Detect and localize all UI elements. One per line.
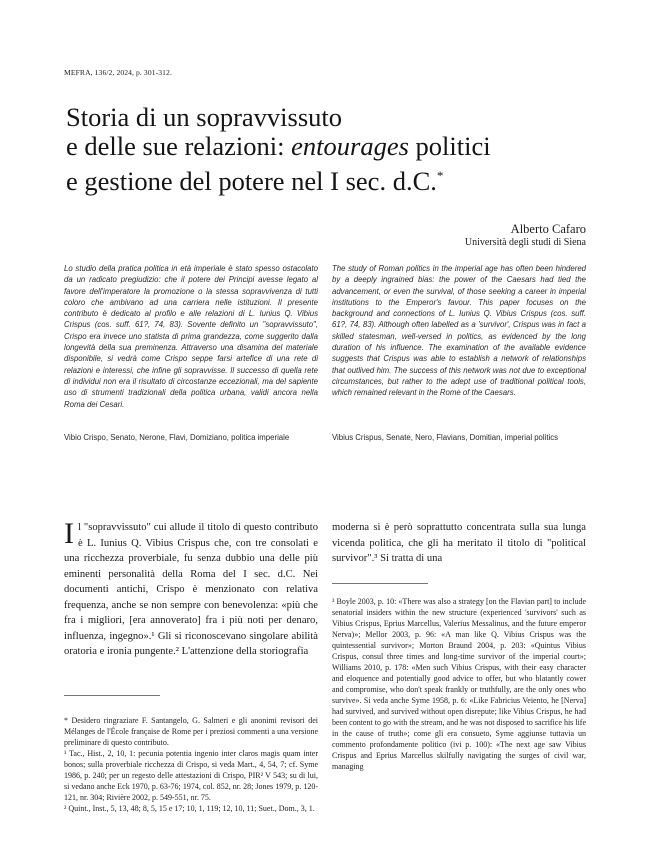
title-line-2: e delle sue relazioni: entourages politici: [66, 131, 491, 161]
footnotes-right: [332, 596, 586, 772]
body-column-left: [64, 517, 318, 660]
running-head: MEFRA, 136/2, 2024, p. 301-312.: [64, 68, 172, 77]
footnote-1: ¹ Tac., Hist., 2, 10, 1: pecunia potentia ingenio inter claros magis quam inter bonos; sulla proverbiale ricchezza di Crispo, si veda Mart., 4, 54, 7; cf. Syme 1986, p. 240; per un regesto delle attestazioni di Crispo, PIR² V 543; su di lui, si vedano anche Eck 1970, p. 63-76; 1974, col. 852, nr. 28; Jones 1979, p. 120-121, nr. 304; Rivière 2002, p. 549-551, nr. 75.: [64, 749, 318, 802]
footnote-rule-left: [64, 695, 160, 696]
keywords-italian: Vibio Crispo, Senato, Nerone, Flavi, Domiziano, politica imperiale: [64, 433, 290, 442]
footnote-2: ² Quint., Inst., 5, 13, 48; 8, 5, 15 e 17; 10, 1, 119; 12, 10, 11; Suet., Dom., 3, 1.: [64, 804, 315, 813]
abstract-english: The study of Roman politics in the imperial age has often been hindered by a deeply ingrained bias: the power of the Caesars had tied the advancement, or even the survival, of those seeking a career in imperial institutions to the Emperor's favour. This paper focuses on the background and connections of L. Iunius Q. Vibius Crispus (cos. suff. 61?, 74, 83). Although often labelled as a 'survivor', Crispus was in fact a skilled statesman, well-versed in politics, as evidenced by the long duration of his influence. The examination of the available evidence suggests that Crispus was able to establish a network of relationships that outlived him. The success of this network was not due to exceptional circumstances, but rather to the adept use of traditional political tools, which remained relevant in the Rome of the Caesars.: [332, 264, 586, 398]
body-left-text: l "sopravvissuto" cui allude il titolo di questo contributo è L. Iunius Q. Vibius Crispus che, con tre consolati e una ricchezza proverbiale, fu senza dubbio una delle più eminenti personalità della Roma del I sec. d.C. Nei documenti antichi, Crispo è menzionato con relativa frequenza, anche se non sempre con benevolenza: «più che fra i migliori, [era annoverato] fra i più noti per denaro, influenza, ingegno».¹ Gli si riconoscevano singolare abilità oratoria e ironia pungente.² L'attenzione della storiografia: [64, 522, 318, 657]
title-note-mark: *: [436, 168, 444, 183]
author-affiliation: Università degli studi di Siena: [464, 237, 586, 248]
footnotes-left: [64, 715, 318, 814]
drop-cap: I: [64, 517, 74, 550]
footnote-3: ³ Boyle 2003, p. 10: «There was also a strategy [on the Flavian part] to include senatorial insiders within the new structure (experienced 'survivors' such as Vibius Crispus, Eprius Marcellus, Valerius Messalinus, and the future emperor Nerva)»; Mellor 2003, p. 96: «A man like Q. Vibius Crispus was the quintessential survivor»; Morton Braund 2004, p. 203: «Quintus Vibius Crispus, consul three times and long-time survivor of the imperial court»; Williams 2010, p. 178: «Men such Vibius Crispus, with their easy character and eloquence and potentially good advice to offer, but who blatantly cower and compromise, who don't speak frankly or truthfully, are the only ones who survive». Si veda anche Syme 1958, p. 6: «Like Fabricius Veiento, he [Nerva] had survived, and survived without open disrepute; like Vibius Crispus, he had been content to go with the stream, and he was not disposed to sacrifice his life in the cause of truth»; come gli era consueto, Syme aggiunse tuttavia un commento profondamente politico (ivi p. 100): «The next age saw Vibius Crispus and Eprius Marcellus skilfully navigating the surges of civil war, managing: [332, 597, 586, 771]
footnote-rule-right: [332, 583, 428, 584]
keywords-english: Vibius Crispus, Senate, Nero, Flavians, Domitian, imperial politics: [332, 433, 559, 442]
body-column-right: moderna si è però soprattutto concentrata sulla sua lunga vicenda politica, che gli ha meritato il titolo di "political survivor".³ Si tratta di una: [332, 522, 586, 564]
abstract-italian: Lo studio della pratica politica in età imperiale è stato spesso ostacolato da un radicato pregiudizio: che il potere dei Principi avesse legato al favore dell'imperatore la promozione o la stessa sopravvivenza di tutti coloro che ambivano ad una carriera nelle istituzioni. Il presente contributo è dedicato al profilo e alle relazioni di L. Iunius Q. Vibius Crispus (cos. suff. 61?, 74, 83). Sovente definito un "sopravvissuto", Crispo era invece uno statista di prima grandezza, come suggerito dalla longevità della sua preminenza. Attraverso una disamina del materiale disponibile, si vedrà come Crispo seppe farsi artefice di una rete di relazioni e interessi, che infine gli sopravvisse. Il successo di quella rete di individui non era il risultato di circostanze eccezionali, ma del sapiente uso di strumenti tradizionali della politica urbana, validi ancora nella Roma dei Cesari.: [64, 264, 318, 409]
author-name: Alberto Cafaro: [510, 222, 586, 236]
title-line-1: Storia di un sopravvissuto: [66, 102, 343, 132]
article-title: [66, 103, 491, 196]
title-line-3: e gestione del potere nel I sec. d.C.*: [66, 166, 444, 196]
footnote-star: * Desidero ringraziare F. Santangelo, G. Salmeri e gli anonimi revisori dei Mélanges de l'École française de Rome per i preziosi commenti a una versione preliminare di questo contributo.: [64, 716, 318, 747]
